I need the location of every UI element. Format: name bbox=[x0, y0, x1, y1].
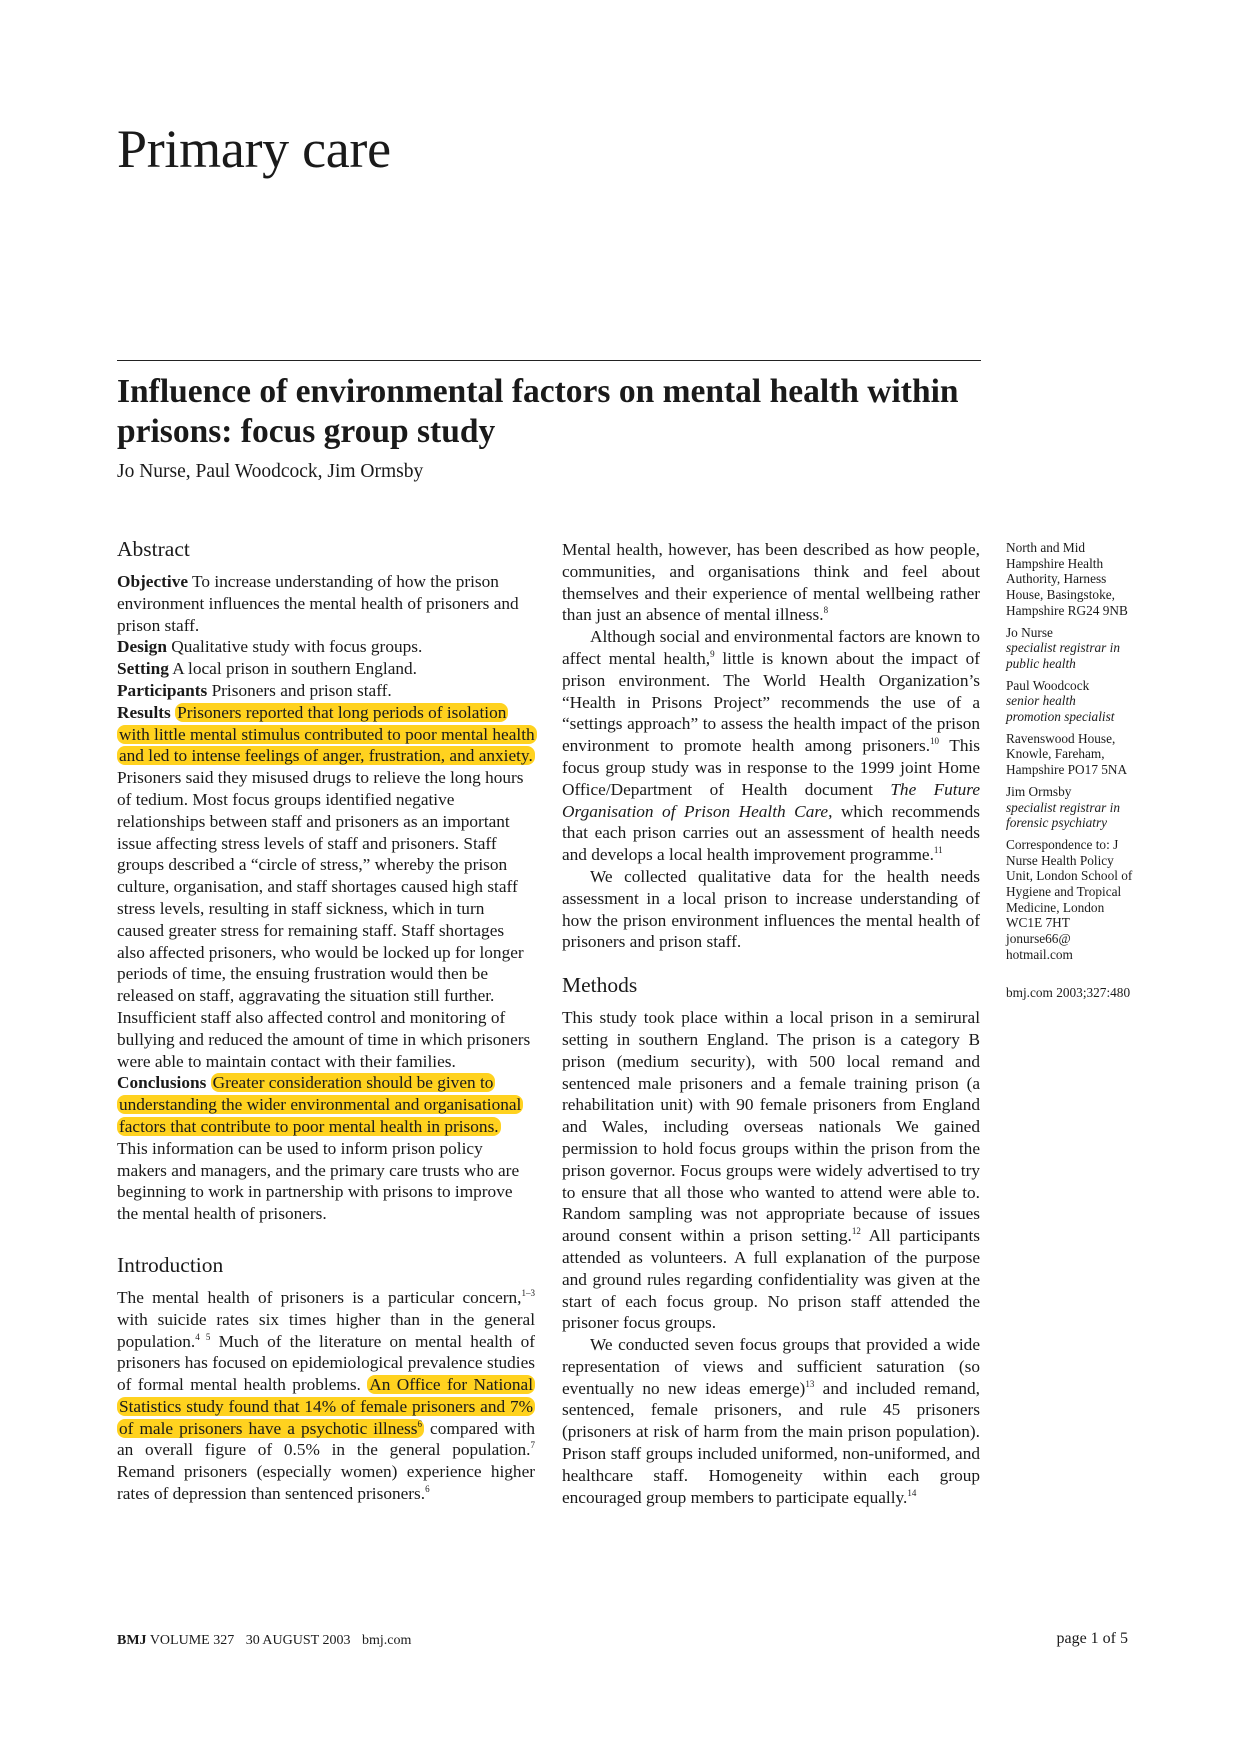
author-role: specialist registrar in forensic psychiatry bbox=[1006, 799, 1121, 831]
design-label: Design bbox=[117, 637, 167, 657]
author-name: Jo Nurse bbox=[1006, 624, 1053, 640]
left-column bbox=[117, 535, 535, 1505]
page-footer bbox=[117, 1633, 419, 1649]
methods-paragraph-2 bbox=[562, 1334, 980, 1508]
objective-label: Objective bbox=[117, 572, 189, 591]
reference-marker: 6 bbox=[425, 1484, 430, 1495]
methods-p1-text: All participants attended as volunteers. A full explanation of the purpose and ground rules regarding confidentiality was given at the start of each focus group. No prison staff attended the prisoner focus groups. bbox=[562, 1226, 980, 1333]
reference-marker: 7 bbox=[530, 1440, 535, 1451]
methods-heading: Methods bbox=[562, 973, 638, 998]
intro-p1-text: The mental health of prisoners is a particular concern, bbox=[117, 1287, 522, 1307]
reference-marker: 9 bbox=[710, 648, 715, 659]
abstract-design bbox=[117, 636, 535, 658]
methods-p2-text: and included remand, sentenced, female prisoners, and rule 45 prisoners (prisoners at risk of harm from the main prison population). Prison staff groups included uniformed, non-uniformed, and healthcare staff. Homogeneity within each group encouraged group members to participate equally. bbox=[562, 1378, 980, 1507]
results-highlight: Prisoners reported that long periods of isolation with little mental stimulus contributed to poor mental health and led to intense feelings of anger, frustration, and anxiety. bbox=[119, 702, 535, 766]
intro-p2-text: Although social and environmental factors are known to affect mental health, bbox=[562, 627, 980, 668]
affiliation-author-3 bbox=[1006, 784, 1134, 831]
introduction-paragraph-1-continued bbox=[562, 539, 980, 626]
correspondence: Correspondence to: J Nurse Health Policy Unit, London School of Hygiene and Tropical Medicine, London WC1E 7HT jonurse66@ hotmail.com bbox=[1006, 836, 1133, 962]
intro-p2-text: , which recommends that each prison carries out an assessment of health needs and develops a local health improvement programme. bbox=[562, 801, 980, 865]
author-role: senior health promotion specialist bbox=[1006, 693, 1115, 725]
results-text: Prisoners said they misused drugs to relieve the long hours of tedium. Most focus groups identified negative relationships between staff and prisoners as an important issue affecting stress levels of staff and prisoners. Staff groups described a “circle of stress,” whereby the prison culture, organisation, and staff shortages caused high staff stress levels, resulting in staff sickness, which in turn caused greater stress for remaining staff. Staff shortages also affected prisoners, who would be locked up for longer periods of time, the ensuing frustration would then be released on staff, aggravating the situation still further. Insufficient staff also affected control and monitoring of bullying and reduced the amount of time in which prisoners were able to maintain contact with their families. bbox=[117, 768, 531, 1071]
issue-date: 30 AUGUST 2003 bbox=[245, 1633, 351, 1648]
abstract-heading: Abstract bbox=[117, 537, 190, 561]
participants-text: Prisoners and prison staff. bbox=[207, 680, 392, 700]
objective-text: To increase understanding of how the prison environment influences the mental health of prisoners and prison staff. bbox=[117, 572, 519, 635]
affiliations-sidebar bbox=[1006, 540, 1134, 1006]
page-number: page 1 of 5 bbox=[1056, 1630, 1128, 1647]
citation: bmj.com 2003;327:480 bbox=[1006, 984, 1131, 1000]
conclusions-text: This information can be used to inform prison policy makers and managers, and the primary care trusts who are beginning to work in partnership with prisons to improve the mental health of prisoners. bbox=[117, 1138, 520, 1224]
reference-marker: 12 bbox=[851, 1226, 861, 1237]
affiliation-org-1: North and Mid Hampshire Health Authority, Harness House, Basingstoke, Hampshire RG24 9NB bbox=[1006, 540, 1128, 618]
affiliation-author-1 bbox=[1006, 625, 1134, 672]
setting-label: Setting bbox=[117, 659, 169, 679]
design-text: Qualitative study with focus groups. bbox=[166, 637, 423, 657]
intro-p1-text: with suicide rates six times higher than in the general population. bbox=[117, 1309, 535, 1351]
abstract-objective bbox=[117, 571, 535, 636]
reference-marker: 6 bbox=[417, 1418, 422, 1429]
intro-p1-text: Remand prisoners (especially women) experience higher rates of depression than sentenced prisoners. bbox=[117, 1462, 535, 1504]
section-title: Primary care bbox=[117, 119, 391, 179]
intro-p1-text: Much of the literature on mental health of prisoners has focused on epidemiological prevalence studies of formal mental health problems. bbox=[117, 1331, 535, 1395]
abstract-conclusions bbox=[117, 1072, 535, 1225]
reference-marker: 4 5 bbox=[195, 1331, 211, 1342]
author-name: Paul Woodcock bbox=[1006, 677, 1090, 693]
journal-name: BMJ bbox=[117, 1633, 147, 1648]
methods-p2-text: We conducted seven focus groups that provided a wide representation of views and sufficient saturation (so eventually no new ideas emerge) bbox=[562, 1335, 980, 1398]
reference-marker: 11 bbox=[933, 845, 943, 856]
abstract-participants bbox=[117, 680, 535, 702]
abstract-section bbox=[117, 535, 535, 1225]
introduction-paragraph-2 bbox=[562, 626, 980, 866]
intro-p1-text: compared with an overall figure of 0.5% in the general population. bbox=[117, 1418, 535, 1460]
introduction-heading: Introduction bbox=[117, 1252, 224, 1277]
title-divider bbox=[117, 360, 981, 361]
right-column bbox=[562, 539, 980, 1508]
reference-marker: 13 bbox=[805, 1378, 815, 1389]
intro-p1-text: Mental health, however, has been described as how people, communities, and organisations think and feel about themselves and their experience of mental wellbeing rather than just an absence of mental illness. bbox=[562, 540, 980, 625]
affiliation-author-2 bbox=[1006, 678, 1134, 725]
results-label: Results bbox=[117, 702, 171, 722]
article-authors: Jo Nurse, Paul Woodcock, Jim Ormsby bbox=[117, 461, 424, 482]
participants-label: Participants bbox=[117, 680, 208, 700]
document-title: The Future Organisation of Prison Health Care bbox=[562, 779, 981, 821]
abstract-setting bbox=[117, 658, 535, 680]
reference-marker: 8 bbox=[823, 605, 829, 616]
article-title: Influence of environmental factors on mental health within prisons: focus group study bbox=[117, 373, 959, 450]
introduction-paragraph-3: We collected qualitative data for the health needs assessment in a local prison to increase understanding of how the prison environment influences the mental health of prisoners and prison staff. bbox=[562, 866, 980, 952]
author-role: specialist registrar in public health bbox=[1006, 640, 1121, 671]
affiliation-org-2: Ravenswood House, Knowle, Fareham, Hampshire PO17 5NA bbox=[1006, 730, 1128, 778]
author-name: Jim Ormsby bbox=[1006, 783, 1072, 799]
conclusions-label: Conclusions bbox=[117, 1073, 207, 1093]
setting-text: A local prison in southern England. bbox=[168, 659, 417, 679]
journal-volume: VOLUME 327 bbox=[149, 1633, 235, 1648]
introduction-paragraph-1 bbox=[117, 1287, 535, 1505]
methods-p1-text: This study took place within a local prison in a semirural setting in southern England. The prison is a category B prison (medium security), with 500 local remand and sentenced male prisoners and a female training prison (a rehabilitation unit) with 90 female prisoners from England and Wales, including overseas nationals We gained permission to hold focus groups within the prison from the prison governor. Focus groups were widely advertised to try to ensure that all those who wanted to attend were able to. Random sampling was not appropriate because of issues around consent within a prison setting. bbox=[562, 1008, 980, 1246]
journal-site: bmj.com bbox=[361, 1633, 412, 1648]
abstract-results bbox=[117, 702, 535, 1073]
reference-marker: 14 bbox=[907, 1487, 917, 1498]
intro-p2-text: little is known about the impact of prison environment. The World Health Organization’s “Health in Prisons Project” recommends the use of a “settings approach” to assess the health impact of the prison environment to promote health among prisoners. bbox=[562, 648, 980, 756]
methods-paragraph-1 bbox=[562, 1007, 980, 1334]
intro-highlight-text: An Office for National Statistics study found that 14% of female prisoners and 7% of male prisoners have a psychotic illness bbox=[119, 1375, 533, 1438]
intro-p2-text: This focus group study was in response to the 1999 joint Home Office/Department of Health document bbox=[562, 736, 980, 799]
reference-marker: 1–3 bbox=[521, 1287, 535, 1298]
reference-marker: 10 bbox=[930, 736, 940, 747]
conclusions-highlight: Greater consideration should be given to understanding the wider environmental and organisational factors that contribute to poor mental health in prisons. bbox=[119, 1073, 522, 1136]
